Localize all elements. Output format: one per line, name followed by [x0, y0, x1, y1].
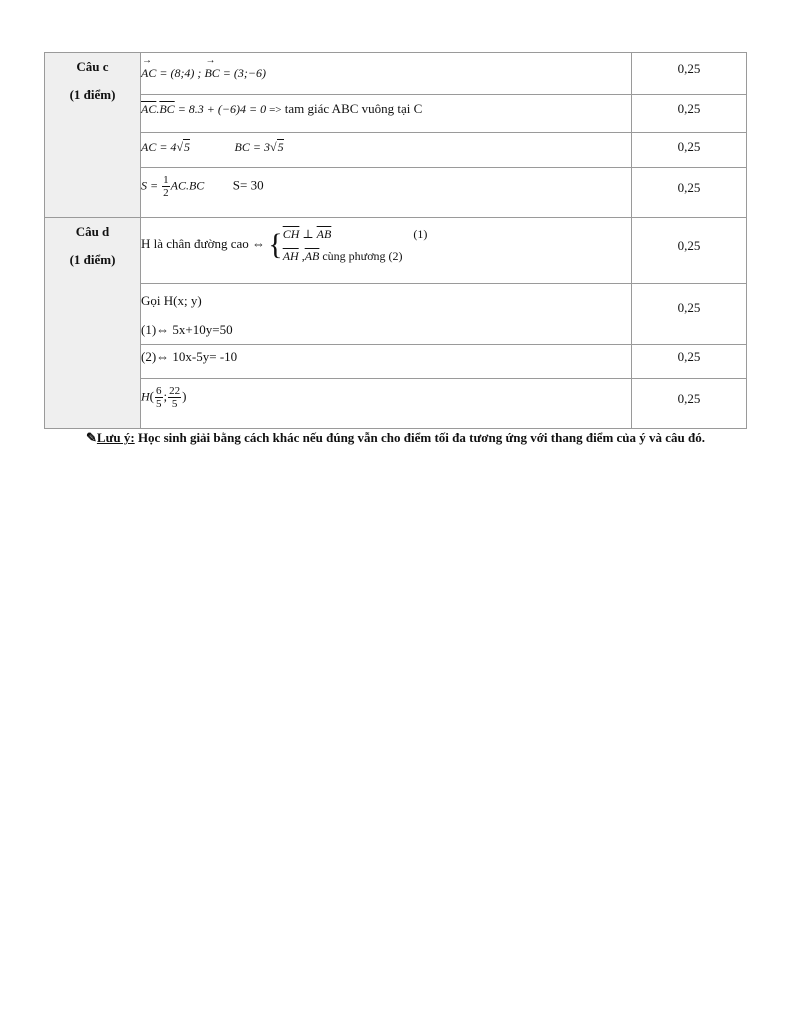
score-cell: 0,25: [632, 53, 747, 95]
answer-cell: [141, 95, 632, 133]
open-paren: (: [149, 388, 155, 404]
separator: ;: [163, 388, 168, 404]
score-cell: 0,25: [632, 379, 747, 429]
answer-table: [44, 52, 747, 429]
question-label-d: [45, 218, 141, 429]
answer-cell: [141, 133, 632, 168]
sqrt-sign: √: [269, 140, 277, 154]
vector-ac: $\overline{AC}$: [141, 102, 157, 116]
table-row: [45, 379, 747, 429]
condition-system: $\overline{CH}$ ⊥ $\overline{AB}$ (1) $\overline{AH}$ $,\overline{AB}$ cùng phương (2): [282, 227, 428, 263]
area-rhs: AC.BC: [170, 178, 205, 193]
conclusion-text: tam giác ABC vuông tại C: [281, 101, 423, 116]
answer-cell: [141, 218, 632, 284]
table-row: [45, 345, 747, 379]
ac-value: = (8;4) ;: [156, 66, 205, 80]
vector-ac: → AC: [141, 66, 156, 81]
score-cell: 0,25: [632, 95, 747, 133]
score-cell: 0,25: [632, 168, 747, 218]
score-cell: 0,25: [632, 284, 747, 345]
dot: .: [156, 102, 160, 116]
grading-note: [86, 429, 706, 446]
score-cell: 0,25: [632, 218, 747, 284]
answer-cell: [141, 345, 632, 379]
answer-cell: [141, 284, 632, 345]
question-title: Câu d: [75, 224, 110, 239]
fraction-y: $\frac{22}{5}$: [169, 385, 181, 410]
question-label-c: [45, 53, 141, 218]
left-brace: {: [268, 228, 283, 261]
ac-radicand: 5: [184, 140, 191, 154]
point-h: H: [141, 389, 150, 404]
table-row: [45, 133, 747, 168]
equation-1: (1)⇔ 5x+10y=50: [141, 322, 233, 337]
bc-value: = (3;−6): [219, 66, 266, 80]
bc-radicand: 5: [277, 140, 284, 154]
area-lhs: S =: [141, 178, 162, 193]
sqrt-sign: √: [176, 140, 184, 154]
table-row: [45, 284, 747, 345]
question-title: Câu c: [76, 59, 109, 74]
vector-bc: $\overline{BC}$: [159, 102, 175, 116]
answer-cell: [141, 379, 632, 429]
answer-cell: [141, 168, 632, 218]
fraction-x: $\frac{6}{5}$: [156, 385, 162, 410]
area-value: S= 30: [232, 177, 264, 193]
iff-symbol: ⇔: [252, 235, 266, 251]
score-cell: 0,25: [632, 133, 747, 168]
table-row: [45, 53, 747, 95]
table-row: [45, 218, 747, 284]
table-row: [45, 95, 747, 133]
dot-product-expr: = 8.3 + (−6)4 = 0: [174, 102, 270, 116]
answer-cell: [141, 53, 632, 95]
question-points: (1 điểm): [69, 87, 116, 102]
equation-2: (2)⇔ 10x-5y= -10: [141, 349, 238, 364]
bc-length: BC = 3: [234, 140, 270, 154]
vector-bc: → BC: [204, 66, 219, 81]
score-cell: 0,25: [632, 345, 747, 379]
altitude-text: H là chân đường cao: [141, 235, 253, 251]
close-paren: ): [182, 388, 187, 404]
note-text: Học sinh giải bằng cách khác nếu đúng vẫn cho điểm tối đa tương ứng với thang điểm của ý và câu đó.: [134, 430, 706, 445]
note-heading: Lưu ý:: [96, 430, 135, 445]
implies-arrow: =>: [269, 104, 282, 116]
pen-icon: ✎: [86, 430, 97, 445]
table-row: [45, 168, 747, 218]
let-h-text: Gọi H(x; y): [141, 293, 202, 308]
fraction-half: $\frac{1}{2}$: [163, 174, 169, 199]
ac-length: AC = 4: [141, 140, 177, 154]
question-points: (1 điểm): [69, 252, 116, 267]
